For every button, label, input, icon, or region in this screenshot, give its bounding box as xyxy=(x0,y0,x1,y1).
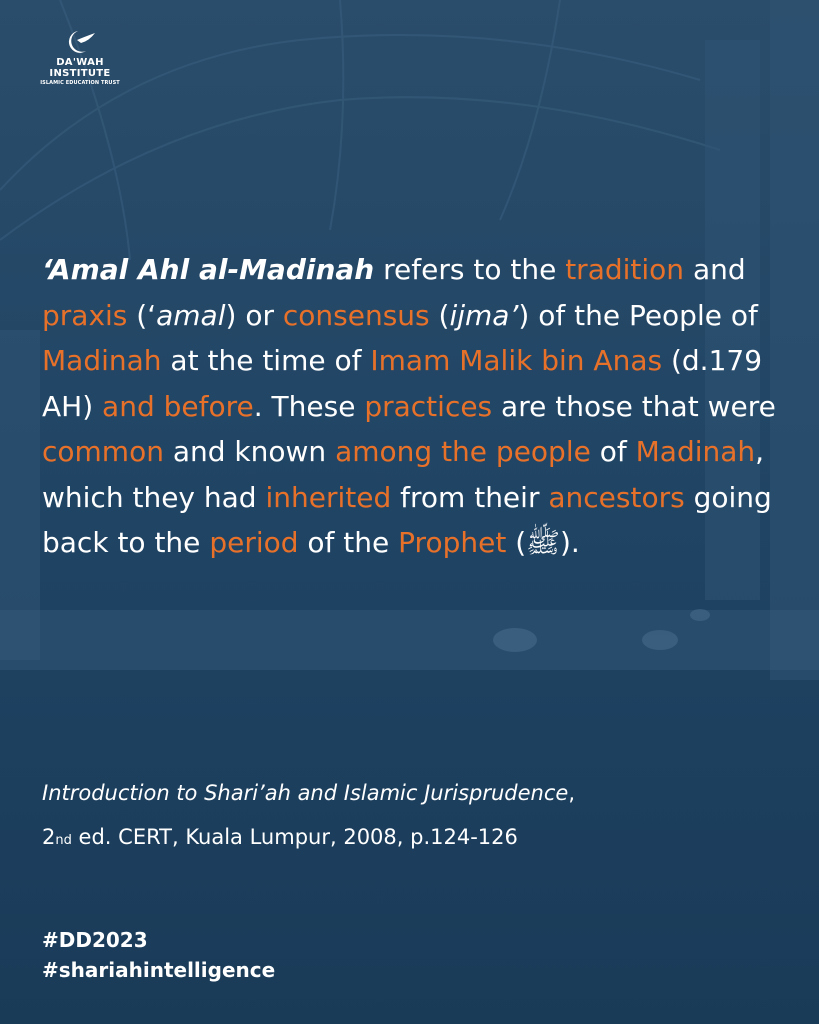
italic-term: amal xyxy=(156,298,226,332)
text-segment: from their xyxy=(391,480,549,514)
text-segment: of the xyxy=(298,526,399,559)
highlight: ancestors xyxy=(548,480,685,514)
text-segment: ( xyxy=(429,298,450,332)
hashtag[interactable]: #shariahintelligence xyxy=(42,958,276,982)
highlight: and before xyxy=(102,389,254,423)
crescent-dove-icon xyxy=(62,28,98,56)
edition-suffix: nd xyxy=(55,833,72,848)
logo-tagline: ISLAMIC EDUCATION TRUST xyxy=(40,80,120,86)
citation xyxy=(42,771,782,863)
term: ‘Amal Ahl al-Madinah xyxy=(42,253,375,286)
citation-title-line xyxy=(42,771,782,815)
text-segment: going back to the xyxy=(42,480,772,559)
book-title: Introduction to Shari’ah and Islamic Jurisprudence xyxy=(42,781,569,805)
text-segment: (ﷺ). xyxy=(506,526,580,559)
highlight: praxis xyxy=(42,298,128,332)
citation-details-line xyxy=(42,815,782,863)
text-segment: refers to the xyxy=(374,253,566,286)
highlight: Imam Malik bin Anas xyxy=(370,344,663,377)
highlight: practices xyxy=(364,389,493,423)
highlight: period xyxy=(209,526,299,559)
text-segment: ) of the People of xyxy=(518,298,758,332)
highlight: Madinah xyxy=(635,435,756,468)
logo xyxy=(30,28,130,88)
highlight: Madinah xyxy=(42,344,162,377)
hashtag[interactable]: #DD2023 xyxy=(42,928,148,952)
edition-number: 2 xyxy=(42,825,56,849)
highlight: among the people xyxy=(335,435,591,468)
highlight: inherited xyxy=(265,480,392,514)
logo-line-2: INSTITUTE xyxy=(49,68,111,79)
text-segment: ) or xyxy=(225,298,283,332)
definition-text xyxy=(42,247,802,566)
text-segment: and known xyxy=(163,435,336,468)
text-segment: and xyxy=(684,253,746,286)
highlight: common xyxy=(42,435,164,468)
text-segment: are those that were xyxy=(492,389,776,423)
highlight: consensus xyxy=(282,298,430,332)
text-segment: (‘ xyxy=(127,298,157,332)
hashtags xyxy=(42,925,275,985)
highlight: Prophet xyxy=(398,526,507,559)
text-segment: (d.179 AH) xyxy=(42,344,763,423)
text-segment: . These xyxy=(253,389,365,423)
text-segment: at the time of xyxy=(161,344,371,377)
highlight: tradition xyxy=(565,253,685,286)
logo-line-1: DA'WAH xyxy=(56,57,104,68)
italic-term: ijma’ xyxy=(449,298,519,332)
text-segment: , which they had xyxy=(42,435,765,514)
citation-comma: , xyxy=(568,781,575,805)
publication-details: ed. CERT, Kuala Lumpur, 2008, p.124-126 xyxy=(71,825,518,849)
text-segment: of xyxy=(590,435,636,468)
